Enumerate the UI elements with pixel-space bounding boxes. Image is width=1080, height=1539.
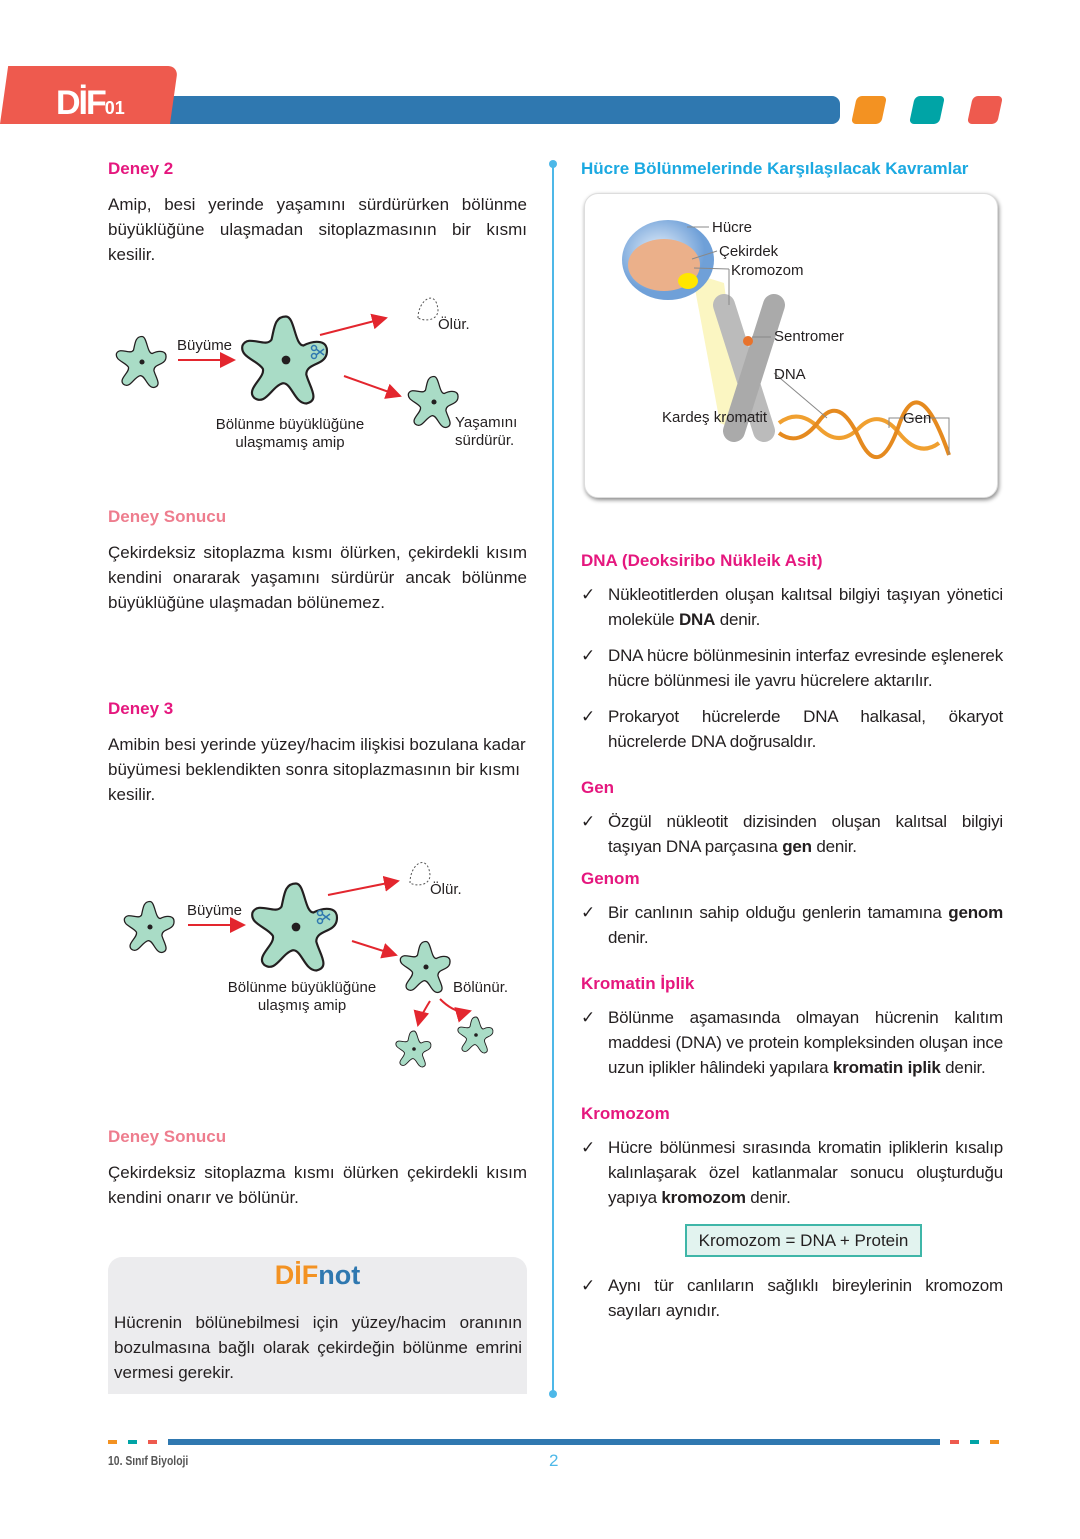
section-kromozom [581,1104,1003,1323]
dif-note-logo [108,1260,527,1291]
exp2-text: Amip, besi yerinde yaşamını sürdürürken bölünme büyüklüğüne ulaşmadan sitoplazmasının bir kısmı kesilir. [108,195,527,264]
section-title-gen: Gen [581,778,615,797]
dna-item-2 [581,643,1003,693]
grow-label: Büyüme [187,902,243,919]
item-text-end: denir. [715,610,761,629]
lives-label: Yaşamını sürdürür. [455,414,518,449]
dna-item-1 [581,582,1003,632]
unit-number: 01 [104,98,125,118]
page-number: 2 [549,1451,559,1470]
item-text: DNA hücre bölünmesinin interfaz evresinde eşlenerek hücre bölünmesi ile yavru hücrelere aktarılır. [608,646,1003,690]
check-icon: ✓ [581,1138,596,1157]
section-gen [581,778,1003,859]
split-arrow-right [440,999,470,1012]
arrow-down [352,941,396,955]
item-text: Hücre bölünmesi sırasında kromatin ipliklerin kısalıp kalınlaşarak özel katlanmalar sonucu oluşturduğu yapıya [608,1138,1003,1207]
kromatin-item [581,1005,1003,1080]
item-text: Prokaryot hücrelerde DNA halkasal, ökaryot hücrelerde DNA doğrusaldır. [608,707,1003,751]
exp2-title: Deney 2 [108,159,174,178]
small-amoeba [116,337,166,388]
divider-dot-bottom [549,1390,557,1398]
item-text: Bir canlının sahip olduğu genlerin tamamına [608,903,949,922]
item-text: Bölünme aşamasında olmayan hücrenin kalıtım maddesi (DNA) ve protein kompleksinden oluşan ince uzun iplikler hâlindeki yapılara [608,1008,1003,1077]
exp3-result: Çekirdeksiz sitoplazma kısmı ölürken çekirdekli kısım kendini onarır ve bölünür. [108,1163,527,1207]
item-term: kromatin iplik [832,1058,941,1077]
section-title-kromozom: Kromozom [581,1104,670,1123]
section-dna [581,551,1003,754]
arrow-up [328,881,398,895]
footer-dots-right [950,1440,1000,1444]
header-dot-teal [909,96,945,124]
fig-label-centromere: Sentromer [774,328,845,345]
fig-label-nucleus: Çekirdek [719,243,779,260]
item-text-end: denir. [745,1188,791,1207]
arrow-down [344,376,400,396]
large-amoeba [252,884,337,971]
logo-dif: DİF [274,1260,319,1290]
large-amoeba [242,317,327,404]
logo-not: not [318,1260,361,1290]
kromozom-item-2 [581,1273,1003,1323]
footer-bar [168,1439,940,1445]
split-arrow-left [418,1001,430,1025]
grow-label: Büyüme [177,337,233,354]
arrow-up [320,318,386,335]
dies-label: Ölür. [438,316,470,333]
genom-item [581,900,1003,950]
fig-label-cell: Hücre [712,219,753,236]
item-text-end: denir. [608,928,649,947]
item-text: Aynı tür canlıların sağlıklı bireylerinin kromozom sayıları aynıdır. [608,1276,1003,1320]
exp3-diagram [100,845,540,1075]
item-text-end: denir. [940,1058,986,1077]
concepts-list [581,551,1003,1347]
dividing-amoeba [400,942,450,993]
gen-item [581,809,1003,859]
daughter-amoeba [458,1017,493,1053]
dif-note-text: Hücrenin bölünebilmesi için yüzey/hacim oranının bozulmasına bağlı olarak çekirdeğin bölünme emrini vermesi gerekir. [114,1313,522,1382]
fig-label-dna: DNA [774,366,806,383]
daughter-amoeba [396,1031,431,1067]
section-genom [581,869,1003,950]
exp2-result-title: Deney Sonucu [108,507,227,526]
kromozom-formula: Kromozom = DNA + Protein [685,1224,922,1257]
nucleolus-icon [678,273,698,289]
kromozom-item-1 [581,1135,1003,1210]
check-icon: ✓ [581,707,596,726]
exp3-text: Amibin besi yerinde yüzey/hacim ilişkisi bozulana kadar büyümesi beklendikten sonra sitoplazmasının bir kısmı kesilir. [108,735,526,804]
exp3-caption: Bölünme büyüklüğüne ulaşmış amip [227,979,377,1014]
item-term: genom [948,903,1003,922]
header-dot-orange [851,96,887,124]
footer-book: 10. Sınıf Biyoloji [108,1453,189,1468]
item-text-end: denir. [811,837,857,856]
right-title: Hücre Bölünmelerinde Karşılaşılacak Kavramlar [581,159,969,178]
check-icon: ✓ [581,646,596,665]
dies-label: Ölür. [430,881,462,898]
section-title-dna: DNA (Deoksiribo Nükleik Asit) [581,551,823,570]
section-title-kromatin: Kromatin İplik [581,974,695,993]
logo-text: DİF [56,84,105,122]
header-bar [150,96,840,124]
exp3-title: Deney 3 [108,699,174,718]
fig-label-sister: Kardeş kromatit [662,409,768,426]
header-dot-red [967,96,1003,124]
dead-fragment [410,863,430,885]
check-icon: ✓ [581,903,596,922]
small-amoeba [124,902,174,953]
check-icon: ✓ [581,585,596,604]
divides-label: Bölünür. [453,979,509,996]
item-term: kromozom [661,1188,746,1207]
item-term: gen [782,837,812,856]
exp2-result: Çekirdeksiz sitoplazma kısmı ölürken, çekirdekli kısım kendini onararak yaşamını sürdürür ancak bölünme büyüklüğüne ulaşmadan bölünemez. [108,543,527,612]
column-divider [552,162,554,1394]
check-icon: ✓ [581,1276,596,1295]
fig-label-chromosome: Kromozom [731,262,804,279]
divider-dot-top [549,160,557,168]
check-icon: ✓ [581,812,596,831]
section-kromatin [581,974,1003,1080]
exp3-result-title: Deney Sonucu [108,1127,227,1146]
section-title-genom: Genom [581,869,640,888]
item-text: Özgül nükleotit dizisinden oluşan kalıtsal bilgiyi taşıyan DNA parçasına [608,812,1003,856]
exp2-caption: Bölünme büyüklüğüne ulaşmamış amip [215,416,365,451]
dead-fragment [418,298,438,320]
surviving-amoeba [408,377,458,428]
check-icon: ✓ [581,1008,596,1027]
footer-dots-left [108,1440,158,1444]
item-text: Nükleotitlerden oluşan kalıtsal bilgiyi taşıyan yönetici moleküle [608,585,1003,629]
dna-item-3 [581,704,1003,754]
fig-label-gene: Gen [903,410,932,427]
header-logo [56,84,125,123]
item-term: DNA [678,610,716,629]
